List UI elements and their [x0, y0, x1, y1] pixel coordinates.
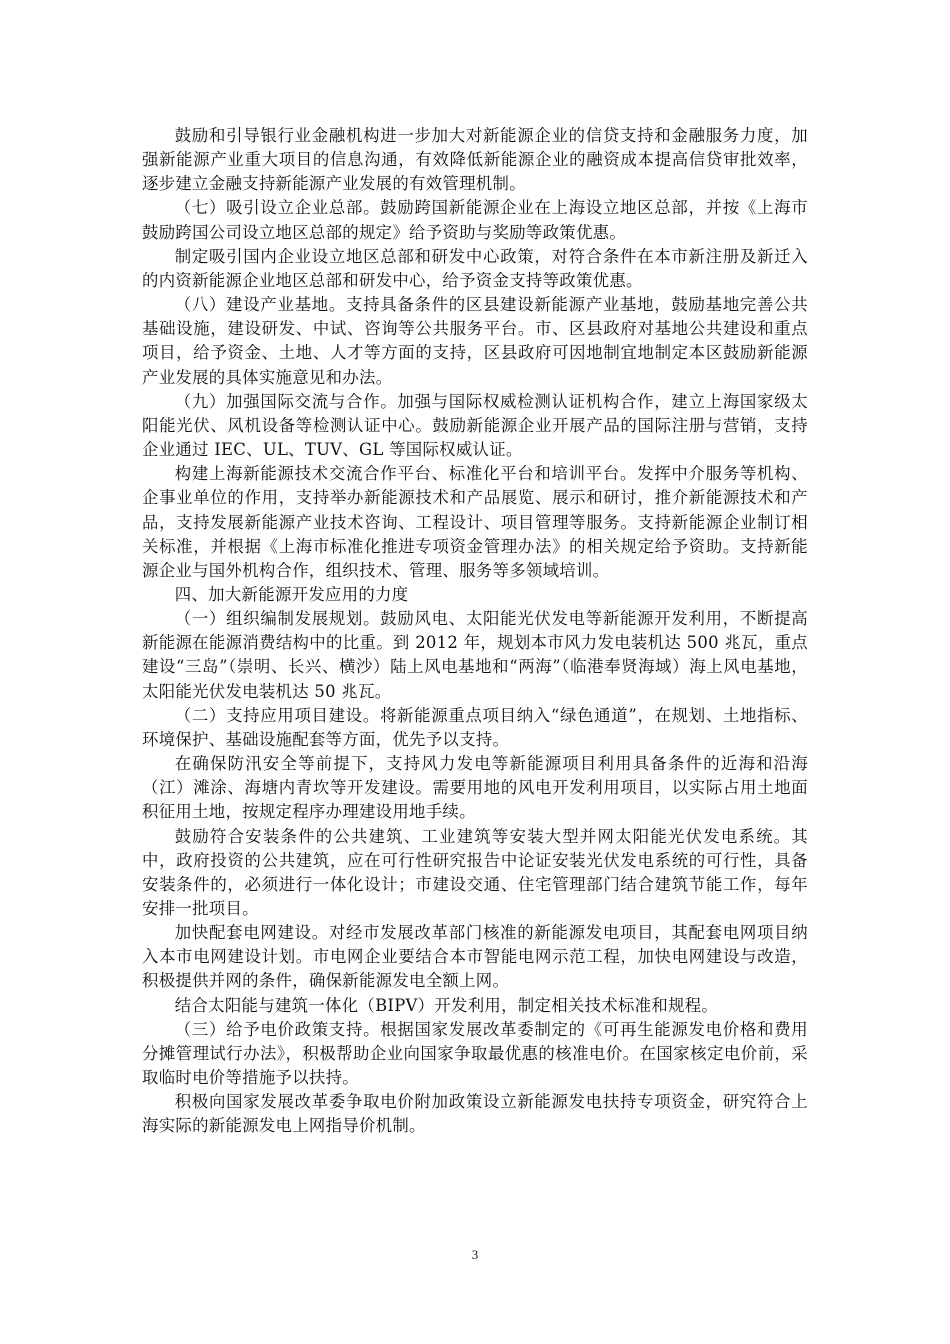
paragraph: （八）建设产业基地。支持具备条件的区县建设新能源产业基地，鼓励基地完善公共基础设施，建设研发、中试、咨询等公共服务平台。市、区县政府对基地公共建设和重点项目，给予资金、土地、人才等方面的支持，区县政府可因地制宜地制定本区鼓励新能源产业发展的具体实施意见和办法。 — [142, 295, 808, 387]
paragraph: 积极向国家发展改革委争取电价附加政策设立新能源发电扶持专项资金，研究符合上海实际的新能源发电上网指导价机制。 — [142, 1092, 808, 1136]
paragraph: （一）组织编制发展规划。鼓励风电、太阳能光伏发电等新能源开发利用，不断提高新能源在能源消费结构中的比重。到 2012 年，规划本市风力发电装机达 500 兆瓦，重点建设“三岛”（崇明、长兴、横沙）陆上风电基地和“两海”（临港奉贤海域）海上风电基地，太阳能光伏发电装机达 50 兆瓦。 — [142, 609, 808, 701]
paragraph: （九）加强国际交流与合作。加强与国际权威检测认证机构合作，建立上海国家级太阳能光伏、风机设备等检测认证中心。鼓励新能源企业开展产品的国际注册与营销，支持企业通过 IEC、UL、TUV、GL 等国际权威认证。 — [142, 391, 808, 460]
paragraph: （二）支持应用项目建设。将新能源重点项目纳入“绿色通道”，在规划、土地指标、环境保护、基础设施配套等方面，优先予以支持。 — [142, 705, 808, 749]
section-heading: 四、加大新能源开发应用的力度 — [174, 584, 409, 604]
paragraph: 加快配套电网建设。对经市发展改革部门核准的新能源发电项目，其配套电网项目纳入本市电网建设计划。市电网企业要结合本市智能电网示范工程，加快电网建设与改造，积极提供并网的条件，确保新能源发电全额上网。 — [142, 923, 808, 991]
body-text — [142, 124, 808, 1139]
paragraph: 结合太阳能与建筑一体化（BIPV）开发利用，制定相关技术标准和规程。 — [174, 995, 719, 1015]
paragraph: 鼓励符合安装条件的公共建筑、工业建筑等安装大型并网太阳能光伏发电系统。其中，政府投资的公共建筑，应在可行性研究报告中论证安装光伏发电系统的可行性，具备安装条件的，必须进行一体化设计；市建设交通、住宅管理部门结合建筑节能工作，每年安排一批项目。 — [142, 826, 808, 918]
paragraph: 在确保防汛安全等前提下，支持风力发电等新能源项目利用具备条件的近海和沿海（江）滩涂、海塘内青坎等开发建设。需要用地的风电开发利用项目，以实际占用土地面积征用土地，按规定程序办理建设用地手续。 — [142, 754, 808, 822]
paragraph: 构建上海新能源技术交流合作平台、标准化平台和培训平台。发挥中介服务等机构、企事业单位的作用，支持举办新能源技术和产品展览、展示和研讨，推介新能源技术和产品，支持发展新能源产业技术咨询、工程设计、项目管理等服务。支持新能源企业制订相关标准，并根据《上海市标准化推进专项资金管理办法》的相关规定给予资助。支持新能源企业与国外机构合作，组织技术、管理、服务等多领域培训。 — [142, 464, 808, 580]
paragraph: （三）给予电价政策支持。根据国家发展改革委制定的《可再生能源发电价格和费用分摊管理试行办法》，积极帮助企业向国家争取最优惠的核准电价。在国家核定电价前，采取临时电价等措施予以扶持。 — [142, 1019, 808, 1088]
page-number: 3 — [471, 1247, 479, 1262]
paragraph: 鼓励和引导银行业金融机构进一步加大对新能源企业的信贷支持和金融服务力度，加强新能源产业重大项目的信息沟通，有效降低新能源企业的融资成本提高信贷审批效率，逐步建立金融支持新能源产业发展的有效管理机制。 — [142, 126, 808, 194]
paragraph: （七）吸引设立企业总部。鼓励跨国新能源企业在上海设立地区总部，并按《上海市鼓励跨国公司设立地区总部的规定》给予资助与奖励等政策优惠。 — [142, 198, 808, 242]
paragraph: 制定吸引国内企业设立地区总部和研发中心政策，对符合条件在本市新注册及新迁入的内资新能源企业地区总部和研发中心，给予资金支持等政策优惠。 — [142, 246, 808, 290]
